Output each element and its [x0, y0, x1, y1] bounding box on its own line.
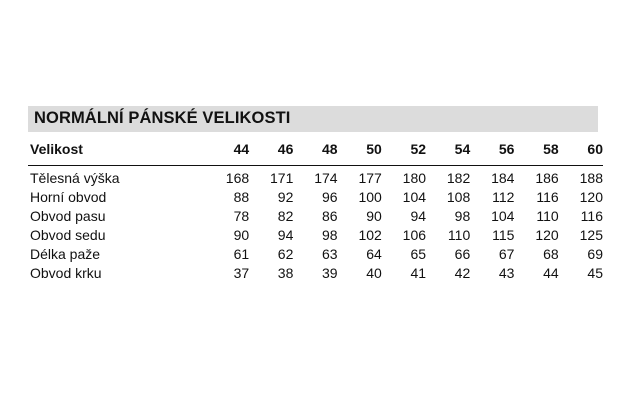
table-cell: 104: [402, 189, 427, 205]
table-cell: 38: [277, 265, 294, 281]
header-label: Velikost: [28, 138, 205, 166]
table-cell: 120: [579, 189, 603, 205]
table-cell: 168: [225, 170, 250, 186]
row-label: Obvod sedu: [30, 227, 106, 243]
table-cell: 82: [277, 208, 294, 224]
table-row: [28, 166, 603, 189]
table-cell: 78: [233, 208, 250, 224]
table-row: [28, 245, 603, 264]
size-header: 50: [338, 138, 382, 166]
table-cell: 100: [358, 189, 382, 205]
size-header: 44: [205, 138, 249, 166]
table-cell: 44: [543, 265, 559, 281]
table-cell: 115: [492, 227, 515, 243]
table-cell: 63: [322, 246, 338, 262]
table-cell: 66: [454, 246, 471, 262]
table-cell: 116: [536, 189, 559, 205]
table-cell: 174: [314, 170, 338, 186]
table-row: [28, 207, 603, 226]
table-cell: 125: [579, 227, 603, 243]
table-cell: 177: [358, 170, 382, 186]
table-cell: 102: [358, 227, 382, 243]
table-cell: 37: [233, 265, 250, 281]
title-bar: [28, 106, 598, 132]
table-cell: 65: [410, 246, 427, 262]
table-cell: 110: [447, 227, 471, 243]
table-cell: 104: [491, 208, 515, 224]
table-cell: 41: [410, 265, 427, 281]
table-cell: 120: [535, 227, 559, 243]
table-cell: 112: [492, 189, 515, 205]
table-cell: 68: [543, 246, 559, 262]
table-cell: 184: [491, 170, 515, 186]
table-cell: 42: [454, 265, 471, 281]
row-label: Tělesná výška: [30, 170, 120, 186]
row-label: Obvod krku: [30, 265, 102, 281]
row-label: Obvod pasu: [30, 208, 106, 224]
table-cell: 92: [277, 189, 294, 205]
size-table: [28, 138, 603, 283]
table-cell: 110: [536, 208, 559, 224]
table-cell: 171: [270, 170, 294, 186]
table-cell: 98: [322, 227, 338, 243]
size-header: 54: [426, 138, 470, 166]
table-cell: 94: [277, 227, 294, 243]
table-cell: 90: [366, 208, 382, 224]
table-header-row: [28, 138, 603, 166]
table-cell: 39: [322, 265, 338, 281]
size-header: 60: [559, 138, 603, 166]
table-cell: 86: [322, 208, 338, 224]
table-cell: 64: [366, 246, 382, 262]
size-header: 46: [249, 138, 293, 166]
table-cell: 188: [579, 170, 603, 186]
table-cell: 40: [366, 265, 382, 281]
table-cell: 182: [446, 170, 471, 186]
row-label: Horní obvod: [30, 189, 107, 205]
size-header: 58: [514, 138, 558, 166]
table-cell: 108: [446, 189, 471, 205]
size-header: 52: [382, 138, 426, 166]
table-cell: 45: [587, 265, 603, 281]
table-cell: 94: [410, 208, 427, 224]
table-row: [28, 226, 603, 245]
table-cell: 106: [402, 227, 427, 243]
table-title: NORMÁLNÍ PÁNSKÉ VELIKOSTI: [34, 109, 291, 127]
table-cell: 186: [535, 170, 559, 186]
table-cell: 98: [454, 208, 471, 224]
table-cell: 67: [498, 246, 515, 262]
table-row: [28, 188, 603, 207]
table-cell: 116: [580, 208, 603, 224]
table-cell: 62: [277, 246, 294, 262]
table-row: [28, 264, 603, 283]
table-cell: 88: [233, 189, 250, 205]
table-cell: 43: [498, 265, 515, 281]
row-label: Délka paže: [30, 246, 101, 262]
table-cell: 69: [587, 246, 603, 262]
table-cell: 180: [402, 170, 427, 186]
table-cell: 96: [322, 189, 338, 205]
size-header: 56: [470, 138, 514, 166]
table-cell: 61: [233, 246, 250, 262]
table-cell: 90: [233, 227, 250, 243]
size-header: 48: [293, 138, 337, 166]
